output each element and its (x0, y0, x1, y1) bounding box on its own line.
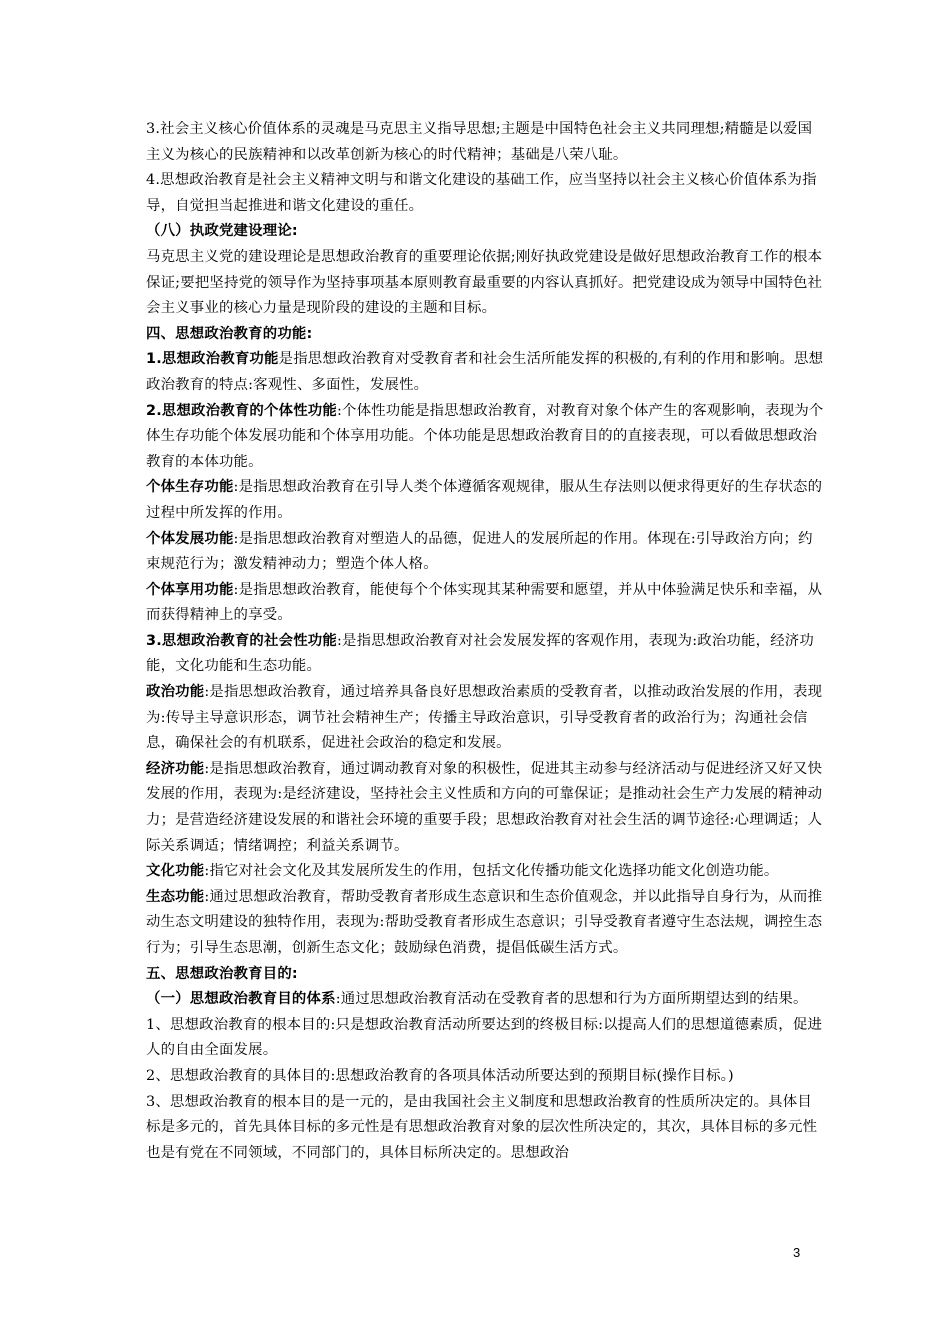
definition-paragraph (146, 885, 826, 962)
document-body (146, 117, 826, 1166)
definition-text: :是指思想政治教育，能使每个个体实现其某种需要和愿望，并从中体验满足快乐和幸福，从而获得精神上的享受。 (146, 581, 823, 624)
definition-text: :是指思想政治教育在引导人类个体遵循客观规律，服从生存法则以便求得更好的生存状态的过程中所发挥的作用。 (146, 479, 823, 521)
term-label: 生态功能 (146, 888, 205, 905)
paragraph (146, 1064, 826, 1090)
paragraph-text: 2、思想政治教育的具体目的:思想政治教育的各项具体活动所要达到的预期目标(操作目标。) (146, 1067, 734, 1084)
definition-paragraph (146, 475, 826, 526)
definition-text: :是指思想政治教育对塑造人的品德，促进人的发展所起的作用。体现在:引导政治方向；约束规范行为；激发精神动力；塑造个体人格。 (146, 530, 813, 573)
definition-text: :个体性功能是指思想政治教育，对教育对象个体产生的客观影响，表现为个体生存功能个体发展功能和个体享用功能。个体功能是思想政治教育目的的直接表现，可以看做思想政治教育的本体功能。 (146, 402, 824, 470)
term-label: 个体生存功能 (146, 479, 234, 496)
definition-paragraph (146, 578, 826, 629)
definition-text: :通过思想政治教育活动在受教育者的思想和行为方面所期望达到的结果。 (335, 991, 808, 1008)
paragraph-text: 马克思主义党的建设理论是思想政治教育的重要理论依据;刚好执政党建设是做好思想政治教育工作的根本保证;要把坚持党的领导作为坚持事项基本原则教育最重要的内容认真抓好。把党建设成为领导中国特色社会主义事业的核心力量是现阶段的建设的主题和目标。 (146, 248, 823, 317)
heading-text: （八）执政党建设理论: (146, 223, 298, 240)
paragraph (146, 1090, 826, 1167)
term-label: 文化功能 (146, 863, 205, 880)
definition-paragraph (146, 757, 826, 859)
term-label: 1.思想政治教育功能 (146, 351, 279, 368)
section-heading (146, 962, 826, 988)
definition-paragraph (146, 680, 826, 757)
term-label: （一）思想政治教育目的体系 (146, 991, 336, 1008)
paragraph-text: 3.社会主义核心价值体系的灵魂是马克思主义指导思想;主题是中国特色社会主义共同理想;精髓是以爱国主义为核心的民族精神和以改革创新为核心的时代精神；基础是八荣八耻。 (146, 121, 813, 163)
definition-paragraph (146, 347, 826, 398)
definition-text: 是指思想政治教育对受教育者和社会生活所能发挥的积极的,有利的作用和影响。思想政治教育的特点:客观性、多面性，发展性。 (146, 351, 824, 393)
definition-text: :是指思想政治教育，通过培养具备良好思想政治素质的受教育者，以推动政治发展的作用，表现为:传导主导意识形态，调节社会精神生产；传播主导政治意识，引导受教育者的政治行为；沟通社会信息，确保社会的有机联系，促进社会政治的稳定和发展。 (146, 684, 823, 752)
definition-paragraph (146, 859, 826, 885)
definition-paragraph (146, 527, 826, 578)
section-heading (146, 322, 826, 348)
paragraph-text: 1、思想政治教育的根本目的:只是想政治教育活动所要达到的终极目标:以提高人们的思想道德素质，促进人的自由全面发展。 (146, 1016, 823, 1059)
definition-text: :指它对社会文化及其发展所发生的作用，包括文化传播功能文化选择功能文化创造功能。 (204, 863, 779, 880)
paragraph-text: 4.思想政治教育是社会主义精神文明与和谐文化建设的基础工作，应当坚持以社会主义核心价值体系为指导，自觉担当起推进和谐文化建设的重任。 (146, 172, 817, 214)
paragraph (146, 117, 826, 168)
paragraph (146, 1013, 826, 1064)
definition-paragraph (146, 987, 826, 1013)
paragraph (146, 245, 826, 322)
term-label: 3.思想政治教育的社会性功能 (146, 632, 337, 649)
page-number: 3 (793, 1245, 801, 1260)
paragraph (146, 168, 826, 219)
definition-text: :通过思想政治教育，帮助受教育者形成生态意识和生态价值观念，并以此指导自身行为，从而推动生态文明建设的独特作用，表现为:帮助受教育者形成生态意识；引导受教育者遵守生态法规，调控生态行为；引导生态思潮，创新生态文化；鼓励绿色消费，提倡低碳生活方式。 (146, 888, 823, 956)
heading-text: 四、思想政治教育的功能: (146, 325, 313, 342)
heading-text: 五、思想政治教育目的: (146, 965, 298, 982)
definition-paragraph (146, 629, 826, 680)
term-label: 个体享用功能 (146, 581, 234, 598)
definition-text: :是指思想政治教育对社会发展发挥的客观作用，表现为:政治功能，经济功能，文化功能和生态功能。 (146, 632, 814, 675)
definition-text: :是指思想政治教育，通过调动教育对象的积极性，促进其主动参与经济活动与促进经济又好又快发展的作用，表现为:是经济建设，坚持社会主义性质和方向的可靠保证；是推动社会生产力发展的精神动力；是营造经济建设发展的和谐社会环境的重要手段；思想政治教育对社会生活的调节途径:心理调适；人际关系调适；情绪调控；利益关系调节。 (146, 760, 823, 854)
paragraph-text: 3、思想政治教育的根本目的是一元的，是由我国社会主义制度和思想政治教育的性质所决定的。具体目标是多元的，首先具体目标的多元性是有思想政治教育对象的层次性所决定的，其次，具体目标的多元性也是有党在不同领域，不同部门的，具体目标所决定的。思想政治 (146, 1093, 818, 1161)
definition-paragraph (146, 399, 826, 476)
term-label: 2.思想政治教育的个体性功能 (146, 402, 337, 419)
term-label: 政治功能 (146, 684, 205, 701)
section-heading (146, 219, 826, 245)
term-label: 个体发展功能 (146, 530, 234, 547)
term-label: 经济功能 (146, 760, 205, 777)
